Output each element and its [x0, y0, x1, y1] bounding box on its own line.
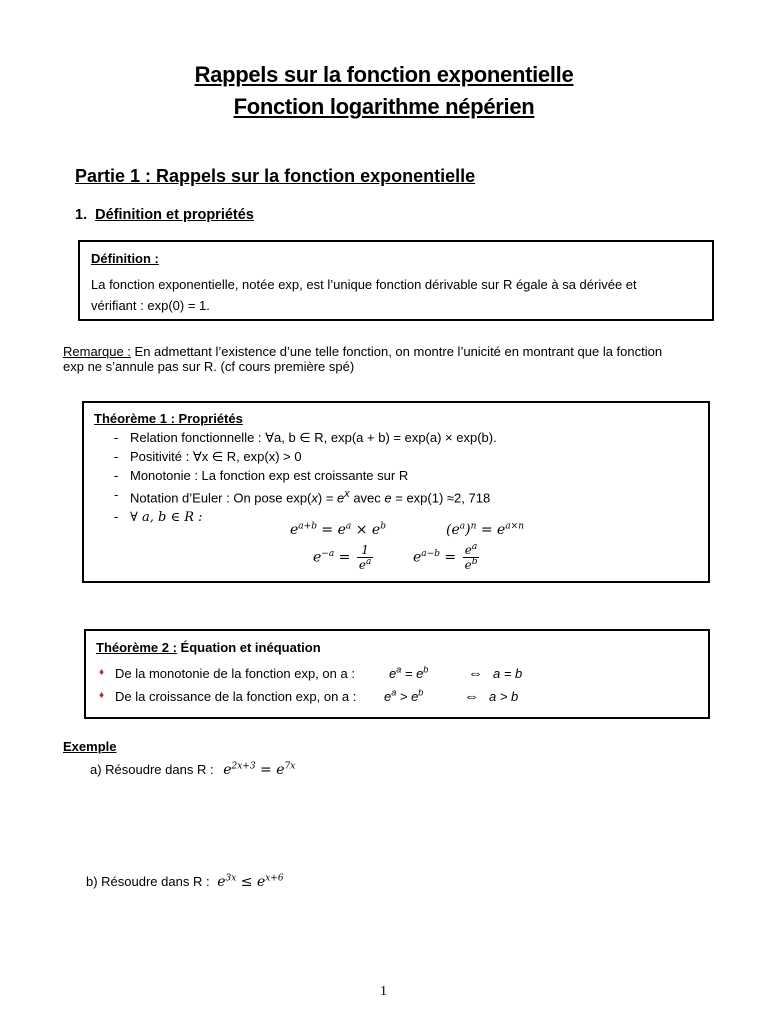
theorem1-item: - Relation fonctionnelle : ∀a, b ∈ R, exp(a + b) = exp(a) × exp(b).	[114, 430, 497, 445]
fraction-quotient: $\frac{e^a}{e^b}$	[464, 542, 478, 572]
formula-product: $e^{a+b} = e^a \times e^b$	[290, 521, 386, 538]
example-b: b) Résoudre dans R : $e^{3x} \le e^{x+6}$	[86, 873, 284, 890]
remark-line2: exp ne s’annule pas sur R. (cf cours première spé)	[63, 359, 355, 374]
theorem1-item-forall: - ∀ a, b ∈ R :	[114, 509, 203, 526]
theorem2-title	[96, 640, 321, 655]
definition-line1: La fonction exponentielle, notée exp, est l’unique fonction dérivable sur R égale à sa dérivée et	[91, 277, 637, 292]
theorem1-item: - Positivité : ∀x ∈ R, exp(x) > 0	[114, 449, 302, 464]
theorem2-label: Théorème 2 :	[96, 640, 177, 655]
formula-power: $(e^a)^n = e^{a\times n}$	[446, 521, 525, 538]
document-title-line1: Rappels sur la fonction exponentielle	[194, 62, 574, 87]
remark-label: Remarque :	[63, 344, 131, 359]
theorem2-label-rest: Équation et inéquation	[176, 640, 321, 655]
remark-line1	[63, 344, 662, 359]
fraction-inverse: $\frac{1}{e^a}$	[358, 543, 372, 572]
theorem1-item-euler: - Notation d’Euler : On pose $\exp(x) = e^x$ avec e = exp(1) ≈2, 718	[114, 487, 491, 506]
section1-heading	[75, 207, 254, 223]
section1-title: Définition et propriétés	[95, 207, 254, 223]
theorem2-item1: ♦ De la monotonie de la fonction exp, on a : $e^a = e^b$ ⇔ a = b	[99, 664, 523, 682]
bullet-icon: ♦	[99, 667, 105, 678]
formula-inverse: $e^{-a}$ = $\frac{1}{e^a}$	[313, 543, 372, 572]
remark-text1: En admettant l’existence d’une telle fonction, on montre l’unicité en montrant que la fonction	[130, 344, 663, 359]
example-label: Exemple	[63, 739, 117, 754]
theorem1-box	[82, 401, 710, 583]
example-a: a) Résoudre dans R : $e^{2x+3} = e^{7x}$	[90, 761, 296, 778]
definition-label: Définition :	[91, 251, 159, 266]
formula-quotient: $e^{a-b}$ = $\frac{e^a}{e^b}$	[413, 542, 478, 572]
equivalence-icon: ⇔	[468, 665, 483, 682]
theorem1-label: Théorème 1 : Propriétés	[94, 411, 243, 426]
equivalence-icon: ⇔	[464, 688, 479, 705]
document-title-line2: Fonction logarithme népérien	[233, 94, 535, 119]
theorem2-box	[84, 629, 710, 719]
theorem1-item: - Monotonie : La fonction exp est croissante sur R	[114, 468, 409, 483]
definition-box	[78, 240, 714, 321]
bullet-icon: ♦	[99, 690, 105, 701]
section1-number: 1.	[75, 207, 88, 223]
theorem2-item2: ♦ De la croissance de la fonction exp, on a : $e^a > e^b$ ⇔ a > b	[99, 687, 519, 705]
page-number: 1	[380, 984, 387, 999]
definition-line2: vérifiant : exp(0) = 1.	[91, 298, 210, 313]
theorem1-list	[114, 428, 690, 527]
part1-heading: Partie 1 : Rappels sur la fonction exponentielle	[75, 166, 476, 186]
